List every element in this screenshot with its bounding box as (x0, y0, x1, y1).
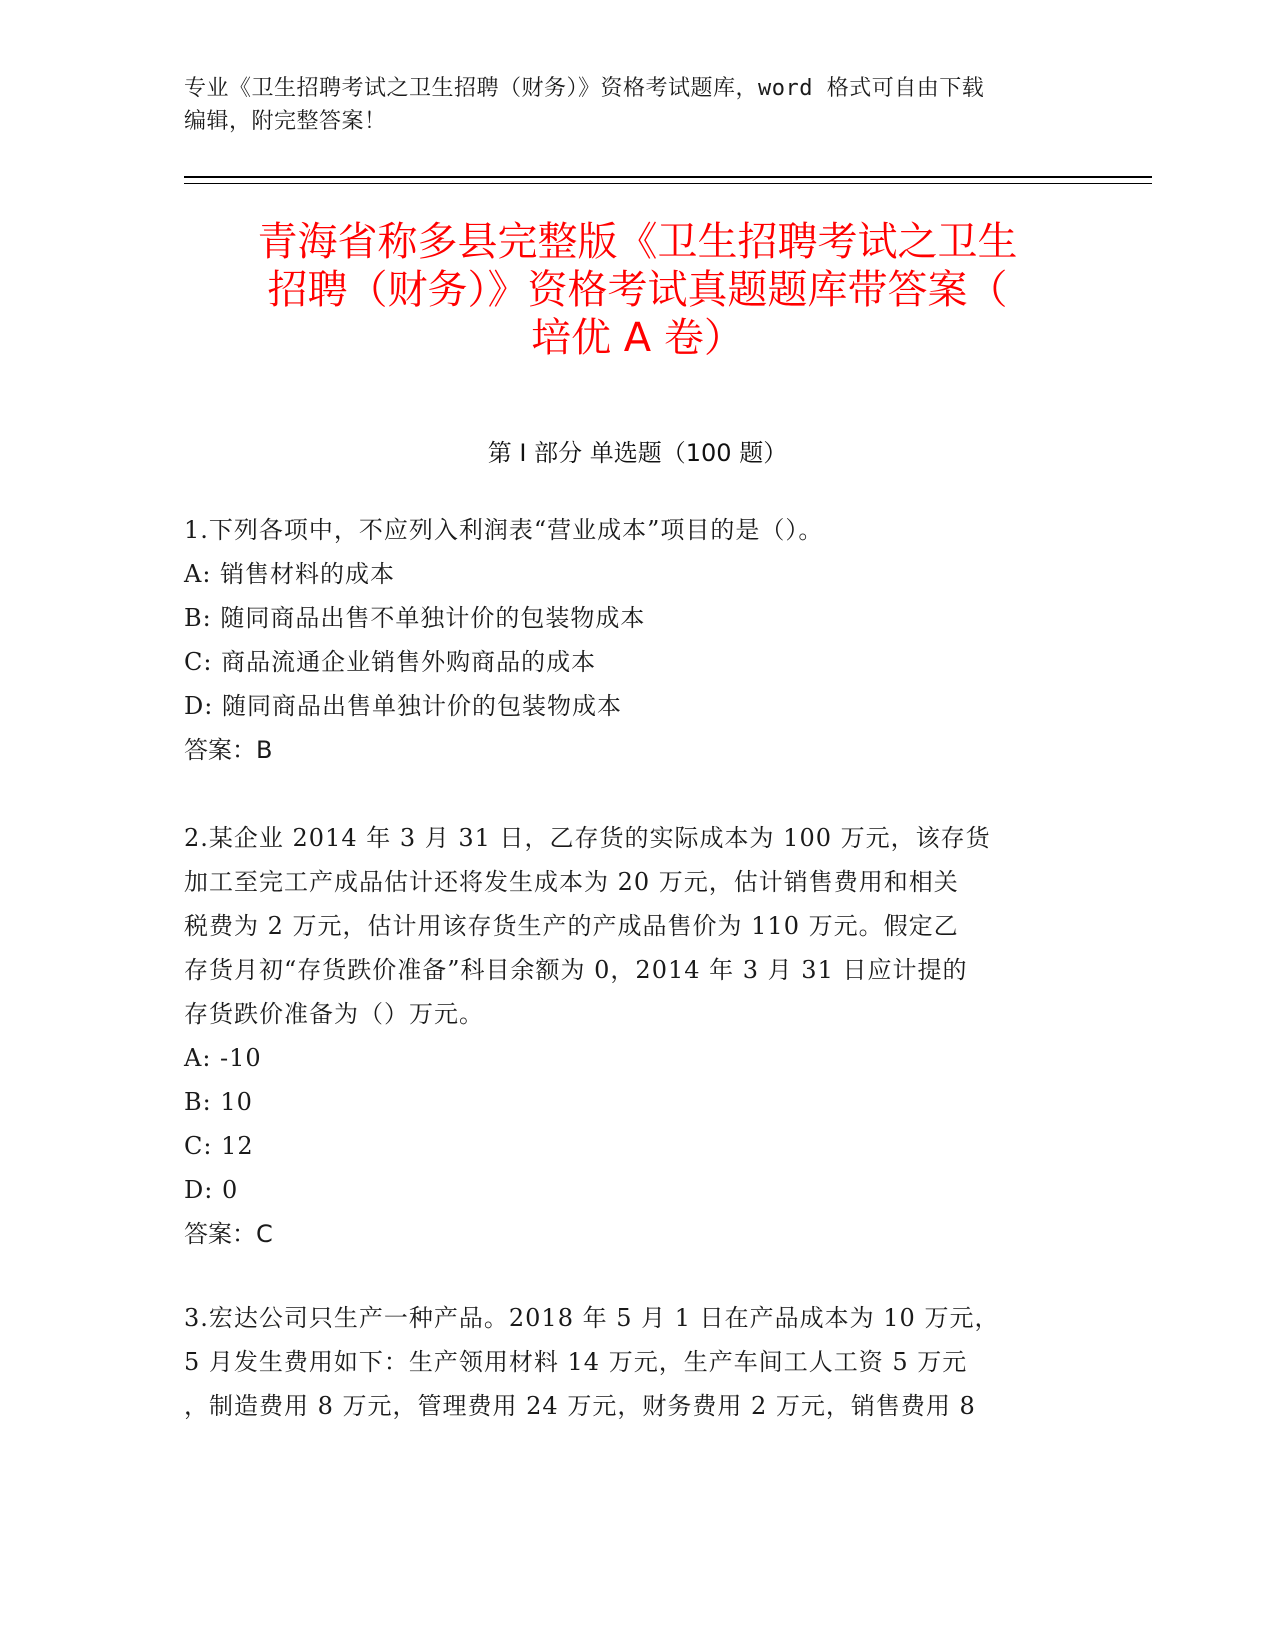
title-line: 青海省称多县完整版《卫生招聘考试之卫生 (257, 219, 1018, 265)
question-stem-line: 3.宏达公司只生产一种产品。2018 年 5 月 1 日在产品成本为 10 万元， (184, 1304, 1000, 1332)
question-stem-line: 税费为 2 万元，估计用该存货生产的产成品售价为 110 万元。假定乙 (184, 912, 959, 940)
document-title (150, 218, 1125, 362)
option-d: D: 0 (184, 1176, 239, 1204)
section-heading: 第 I 部分 单选题（100 题） (487, 439, 788, 467)
option-b: B: 10 (184, 1088, 253, 1116)
option-c: C: 商品流通企业销售外购商品的成本 (184, 648, 597, 676)
option-a: A: 销售材料的成本 (184, 560, 396, 588)
question-stem-line: 加工至完工产成品估计还将发生成本为 20 万元，估计销售费用和相关 (184, 868, 959, 896)
title-line: 培优 A 卷） (531, 315, 744, 361)
option-b: B: 随同商品出售不单独计价的包装物成本 (184, 604, 646, 632)
question-3 (184, 1296, 1084, 1428)
header-note-line: 专业《卫生招聘考试之卫生招聘（财务）》资格考试题库，word 格式可自由下载 (184, 76, 985, 101)
header-note-line: 编辑，附完整答案！ (184, 109, 387, 134)
option-c: C: 12 (184, 1132, 254, 1160)
answer-label: 答案：C (184, 1220, 273, 1248)
option-a: A: -10 (184, 1044, 262, 1072)
header-divider-thin (184, 183, 1152, 184)
question-stem-line: 5 月发生费用如下：生产领用材料 14 万元，生产车间工人工资 5 万元 (184, 1348, 968, 1376)
question-stem-line: ，制造费用 8 万元，管理费用 24 万元，财务费用 2 万元，销售费用 8 (184, 1392, 976, 1420)
option-d: D: 随同商品出售单独计价的包装物成本 (184, 692, 622, 720)
answer-label: 答案：B (184, 736, 273, 764)
question-stem-line: 1.下列各项中，不应列入利润表“营业成本”项目的是（）。 (184, 516, 824, 544)
question-stem-line: 存货跌价准备为（）万元。 (184, 1000, 484, 1028)
question-2 (184, 816, 1084, 1256)
question-stem-line: 2.某企业 2014 年 3 月 31 日，乙存货的实际成本为 100 万元，该存货 (184, 824, 991, 852)
header-note (184, 72, 1064, 138)
header-divider-thick (184, 176, 1152, 178)
question-1 (184, 508, 1084, 772)
question-stem-line: 存货月初“存货跌价准备”科目余额为 0，2014 年 3 月 31 日应计提的 (184, 956, 968, 984)
title-line: 招聘（财务）》资格考试真题题库带答案（ (267, 267, 1008, 313)
